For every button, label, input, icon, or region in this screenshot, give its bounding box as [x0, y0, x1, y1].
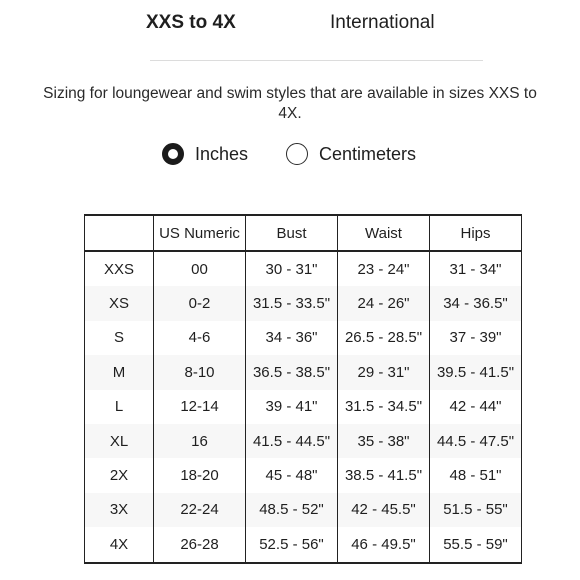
cell-size: XS	[85, 286, 154, 320]
size-chart-table	[84, 214, 522, 564]
tab-international[interactable]: International	[330, 12, 435, 33]
cell-bust: 41.5 - 44.5"	[246, 424, 338, 458]
unit-option-inches[interactable]	[162, 140, 248, 168]
header-hips: Hips	[430, 215, 522, 251]
cell-waist: 29 - 31"	[338, 355, 430, 389]
cell-waist: 38.5 - 41.5"	[338, 458, 430, 492]
cell-bust: 48.5 - 52"	[246, 493, 338, 527]
cell-bust: 52.5 - 56"	[246, 527, 338, 562]
cell-waist: 24 - 26"	[338, 286, 430, 320]
cell-size: S	[85, 321, 154, 355]
cell-size: 4X	[85, 527, 154, 562]
cell-hips: 51.5 - 55"	[430, 493, 522, 527]
cell-us-numeric: 8-10	[154, 355, 246, 389]
cell-bust: 30 - 31"	[246, 251, 338, 286]
cell-waist: 23 - 24"	[338, 251, 430, 286]
cell-hips: 39.5 - 41.5"	[430, 355, 522, 389]
table-header-row	[85, 215, 522, 251]
table-row	[85, 493, 522, 527]
cell-size: M	[85, 355, 154, 389]
cell-hips: 37 - 39"	[430, 321, 522, 355]
cell-bust: 31.5 - 33.5"	[246, 286, 338, 320]
radio-checked-icon[interactable]	[162, 143, 184, 165]
cell-size: XL	[85, 424, 154, 458]
cell-size: 3X	[85, 493, 154, 527]
cell-waist: 42 - 45.5"	[338, 493, 430, 527]
table-row	[85, 390, 522, 424]
table-row	[85, 321, 522, 355]
cell-us-numeric: 22-24	[154, 493, 246, 527]
header-bust: Bust	[246, 215, 338, 251]
sizing-description: Sizing for loungewear and swim styles that are available in sizes XXS to 4X.	[43, 85, 537, 122]
cell-us-numeric: 18-20	[154, 458, 246, 492]
size-range-tabs	[0, 8, 580, 38]
table-row	[85, 527, 522, 562]
cell-size: L	[85, 390, 154, 424]
radio-unchecked-icon[interactable]	[286, 143, 308, 165]
cell-hips: 48 - 51"	[430, 458, 522, 492]
centimeters-label: Centimeters	[319, 144, 417, 164]
header-size	[85, 215, 154, 251]
tab-xxs-to-4x[interactable]: XXS to 4X	[146, 12, 236, 33]
header-us-numeric: US Numeric	[154, 215, 246, 251]
cell-hips: 55.5 - 59"	[430, 527, 522, 562]
table-row	[85, 424, 522, 458]
cell-us-numeric: 26-28	[154, 527, 246, 562]
unit-selector	[0, 140, 580, 170]
cell-waist: 26.5 - 28.5"	[338, 321, 430, 355]
cell-waist: 35 - 38"	[338, 424, 430, 458]
cell-hips: 31 - 34"	[430, 251, 522, 286]
unit-option-centimeters[interactable]	[286, 140, 416, 168]
cell-bust: 45 - 48"	[246, 458, 338, 492]
header-waist: Waist	[338, 215, 430, 251]
cell-hips: 44.5 - 47.5"	[430, 424, 522, 458]
cell-hips: 34 - 36.5"	[430, 286, 522, 320]
cell-bust: 34 - 36"	[246, 321, 338, 355]
table-row	[85, 251, 522, 286]
cell-us-numeric: 12-14	[154, 390, 246, 424]
table-row	[85, 458, 522, 492]
cell-size: XXS	[85, 251, 154, 286]
cell-us-numeric: 00	[154, 251, 246, 286]
table-row	[85, 286, 522, 320]
cell-bust: 36.5 - 38.5"	[246, 355, 338, 389]
cell-size: 2X	[85, 458, 154, 492]
cell-us-numeric: 16	[154, 424, 246, 458]
cell-us-numeric: 4-6	[154, 321, 246, 355]
inches-label: Inches	[195, 144, 249, 164]
table-row	[85, 355, 522, 389]
cell-waist: 31.5 - 34.5"	[338, 390, 430, 424]
cell-waist: 46 - 49.5"	[338, 527, 430, 562]
cell-bust: 39 - 41"	[246, 390, 338, 424]
tab-divider	[150, 60, 483, 61]
cell-hips: 42 - 44"	[430, 390, 522, 424]
cell-us-numeric: 0-2	[154, 286, 246, 320]
